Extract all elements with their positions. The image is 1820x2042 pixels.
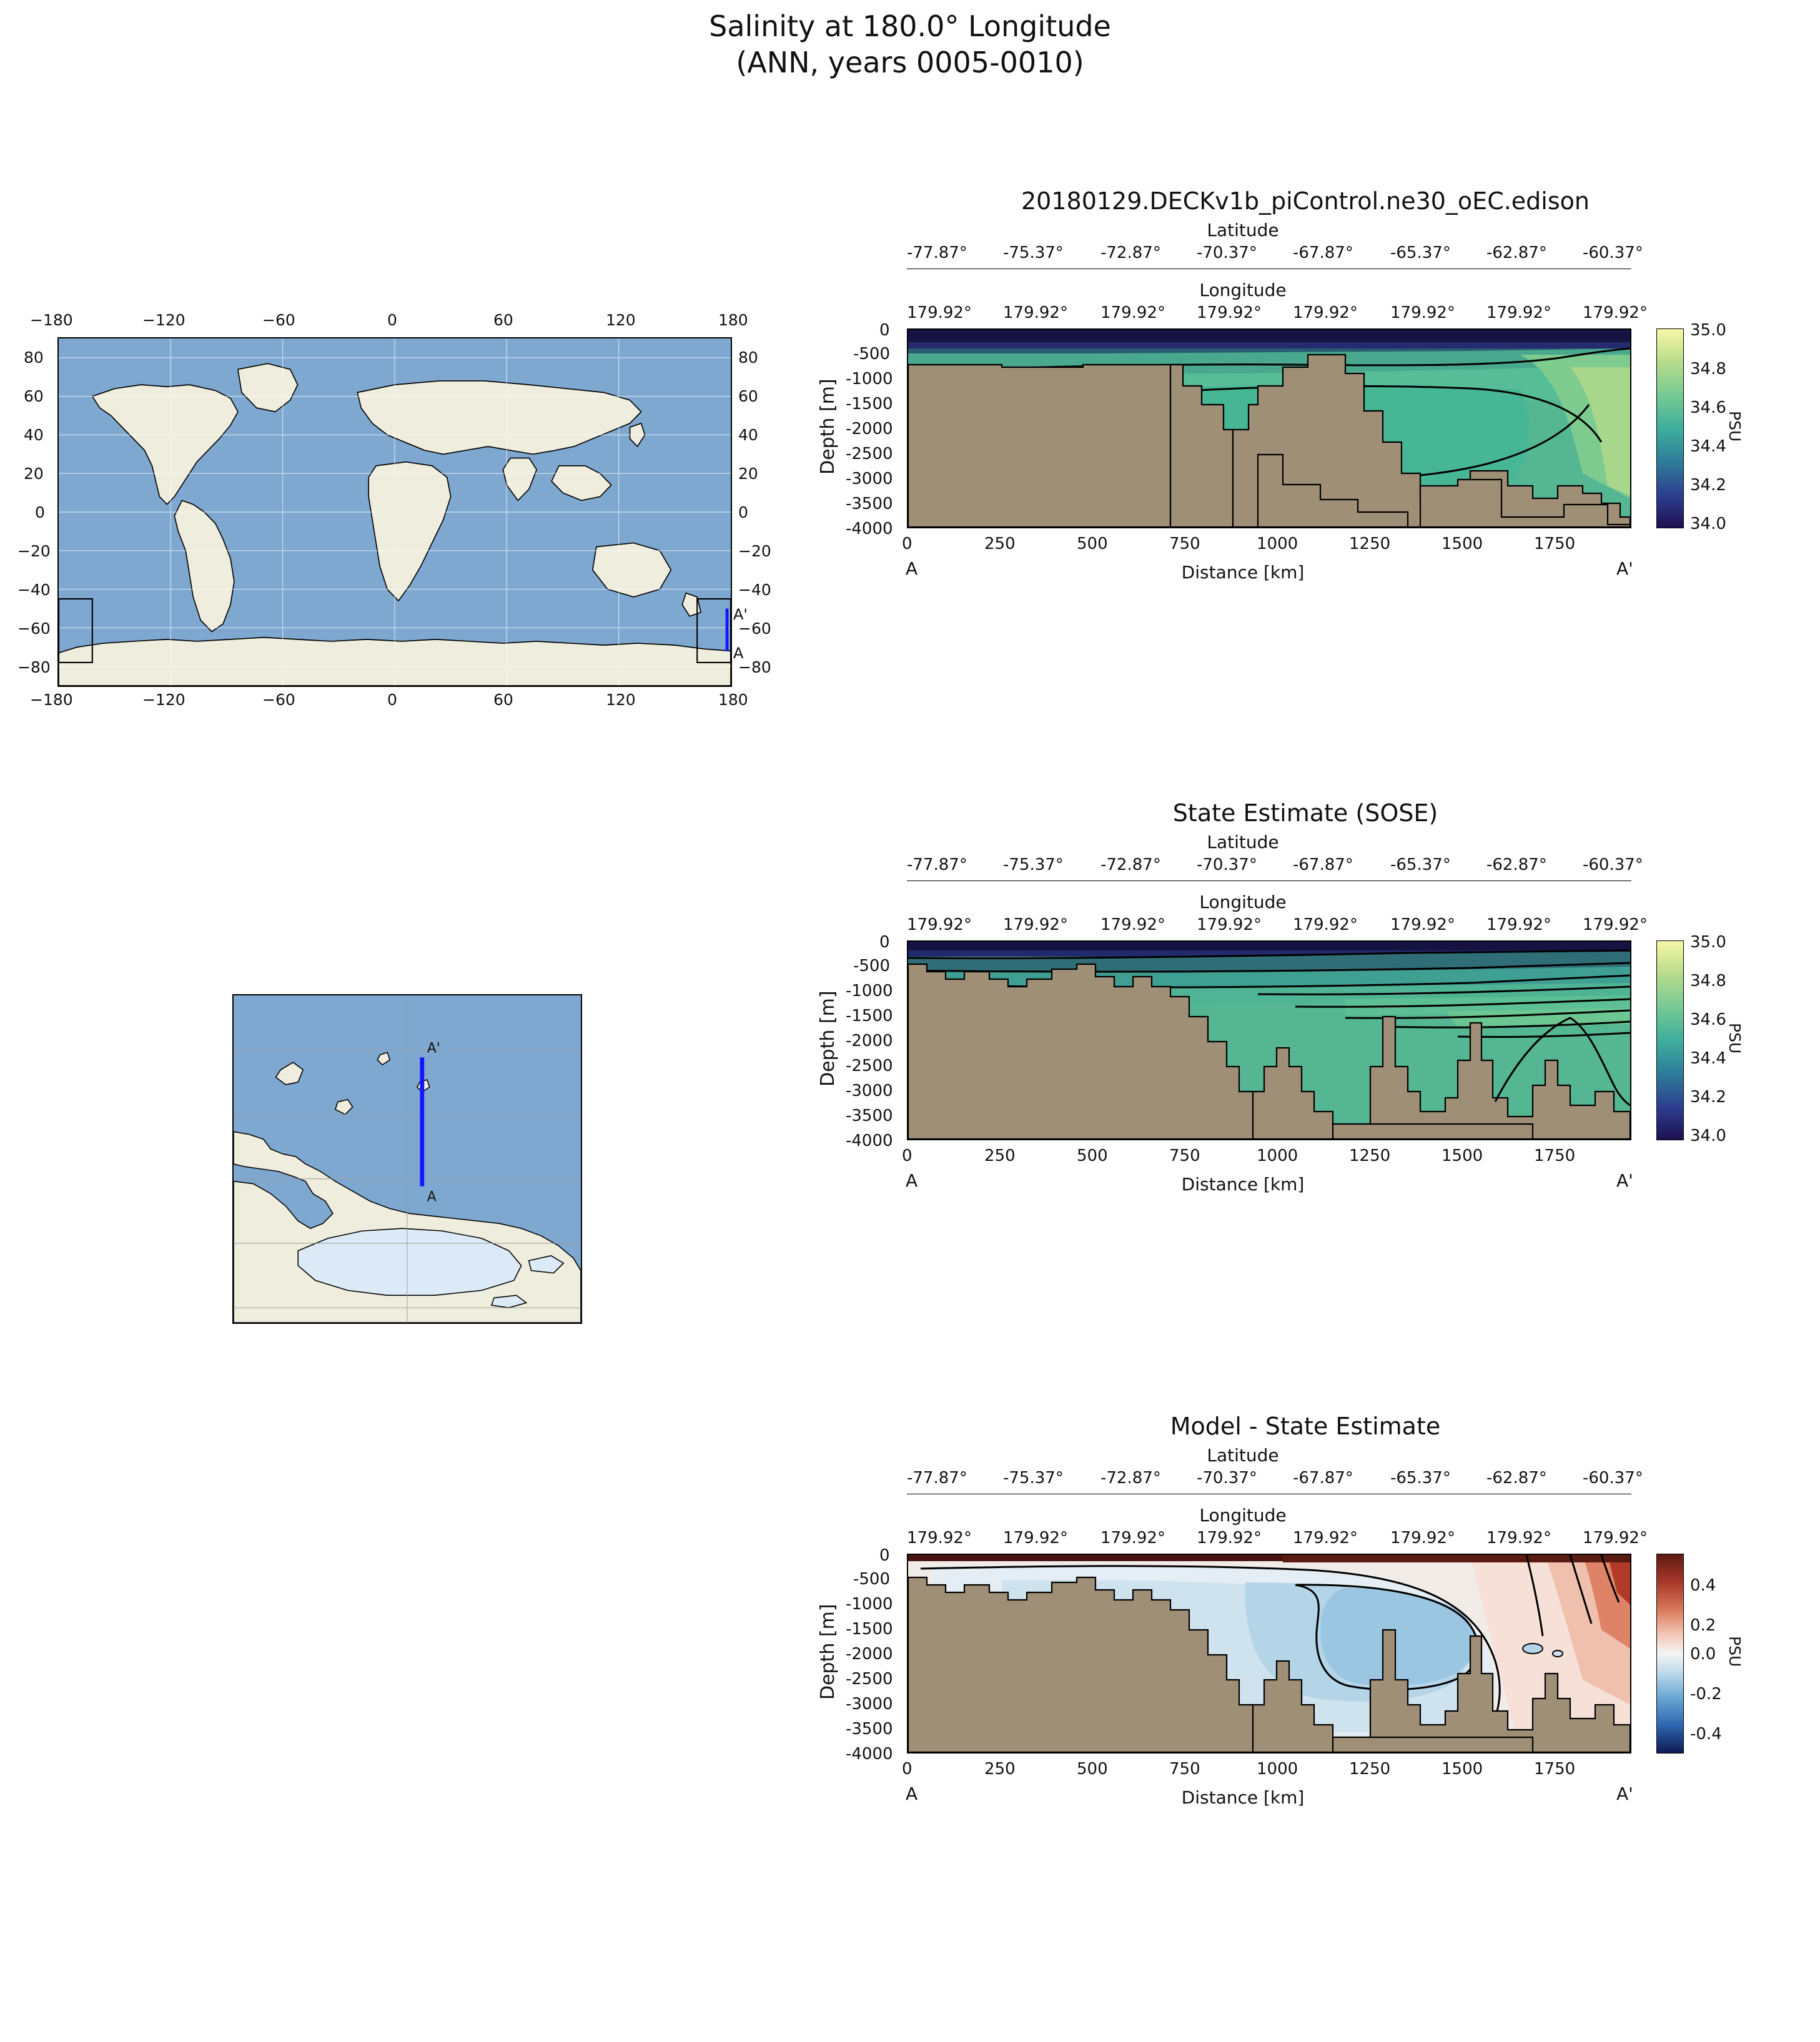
latitude-tick-row (907, 1469, 1643, 1487)
section-contour-canvas (908, 942, 1630, 1139)
latitude-tick: -62.87° (1486, 244, 1547, 262)
latitude-tick: -62.87° (1486, 1469, 1547, 1487)
latitude-tick: -67.87° (1293, 244, 1353, 262)
longitude-tick: 179.92° (1100, 915, 1165, 934)
colorbar-tick: 34.2 (1690, 1088, 1726, 1107)
distance-tick: 750 (1169, 535, 1200, 553)
depth-tick: -1500 (846, 395, 893, 413)
colorbar-title: PSU (1726, 1636, 1744, 1667)
depth-tick: -2000 (846, 420, 893, 438)
global-map-ytick-left: −80 (17, 658, 51, 676)
distance-tick: 1000 (1257, 1760, 1298, 1778)
depth-tick: 0 (879, 321, 890, 340)
colorbar-tick: 34.6 (1690, 398, 1726, 417)
global-map-ytick-right: 80 (738, 348, 758, 367)
figure-title-line2: (ANN, years 0005-0010) (736, 45, 1084, 79)
depth-tick: -4000 (846, 1745, 893, 1763)
longitude-tick-row (907, 303, 1648, 322)
global-map-xtick-top: 180 (718, 311, 748, 329)
global-map-ytick-left: 80 (24, 348, 44, 367)
depth-tick: -500 (853, 345, 891, 363)
distance-tick: 250 (984, 1760, 1016, 1778)
depth-tick: -500 (853, 1570, 891, 1589)
longitude-tick-row (907, 1529, 1648, 1547)
global-map-xtick-bottom: 0 (387, 691, 397, 709)
distance-tick: 1750 (1534, 535, 1576, 553)
latitude-tick: -62.87° (1486, 856, 1547, 874)
latitude-tick: -70.37° (1197, 1469, 1257, 1487)
section-contour-canvas (908, 330, 1630, 527)
global-map-xtick-bottom: −180 (30, 691, 73, 709)
distance-tick: 750 (1169, 1760, 1200, 1778)
endpoint-label-a: A (906, 558, 918, 579)
distance-tick: 0 (902, 1760, 912, 1778)
global-map-xtick-top: −60 (262, 311, 295, 329)
colorbar-tick: 34.2 (1690, 476, 1726, 495)
longitude-tick: 179.92° (1583, 1529, 1648, 1547)
longitude-tick: 179.92° (1197, 915, 1262, 934)
longitude-axis-label: Longitude (1199, 892, 1287, 912)
panel-title: 20180129.DECKv1b_piControl.ne30_oEC.edison (1021, 187, 1590, 215)
longitude-tick: 179.92° (1486, 1529, 1551, 1547)
global-map-ytick-left: 0 (35, 503, 45, 521)
distance-tick: 1000 (1257, 535, 1298, 553)
latitude-tick: -72.87° (1100, 856, 1161, 874)
depth-axis-label: Depth [m] (817, 1604, 839, 1700)
latitude-tick: -72.87° (1100, 244, 1161, 262)
longitude-tick: 179.92° (1293, 1529, 1358, 1547)
colorbar-tick: 35.0 (1690, 933, 1726, 952)
global-map-xtick-top: 0 (387, 311, 397, 329)
global-map-ytick-right: 0 (738, 503, 748, 521)
depth-tick: -1500 (846, 1007, 893, 1025)
colorbar-tick: 34.8 (1690, 972, 1726, 990)
model-salinity-section[interactable] (817, 187, 1749, 749)
colorbar-tick: 34.0 (1690, 515, 1726, 533)
distance-tick: 1250 (1349, 535, 1391, 553)
transect-label-a: A (733, 644, 744, 662)
distance-tick: 0 (902, 1147, 912, 1165)
longitude-tick: 179.92° (1197, 303, 1262, 322)
distance-tick: 500 (1077, 1760, 1108, 1778)
distance-tick: 1750 (1534, 1147, 1576, 1165)
global-map-ytick-left: 60 (24, 387, 44, 405)
latitude-tick: -70.37° (1197, 244, 1257, 262)
colorbar-tick: 34.6 (1690, 1010, 1726, 1029)
colorbar-tick: 34.8 (1690, 360, 1726, 378)
colorbar-tick: 34.4 (1690, 1049, 1726, 1068)
global-map-ytick-left: 20 (24, 465, 44, 483)
distance-tick: 500 (1077, 535, 1108, 553)
global-map-xtick-top: 60 (493, 311, 513, 329)
longitude-axis-label: Longitude (1199, 280, 1287, 300)
latitude-tick: -77.87° (907, 1469, 967, 1487)
colorbar-tick: -0.4 (1690, 1725, 1722, 1744)
latitude-tick: -75.37° (1003, 1469, 1064, 1487)
global-map-xtick-top: 120 (606, 311, 636, 329)
colorbar-tick: 0.4 (1690, 1576, 1716, 1595)
global-map-ytick-left: 40 (24, 426, 44, 444)
depth-tick: -500 (853, 957, 891, 975)
colorbar (1656, 328, 1684, 528)
distance-tick: 1000 (1257, 1147, 1298, 1165)
latitude-tick: -75.37° (1003, 856, 1064, 874)
depth-tick: -1000 (846, 1595, 893, 1614)
colorbar-tick: 34.0 (1690, 1127, 1726, 1145)
section-contour-canvas (908, 1555, 1630, 1752)
global-map-ytick-left: −40 (17, 581, 51, 599)
colorbar-tick: 35.0 (1690, 321, 1726, 340)
longitude-axis-label: Longitude (1199, 1505, 1287, 1526)
latitude-axis-label: Latitude (1207, 1445, 1279, 1466)
latitude-tick: -60.37° (1583, 1469, 1643, 1487)
latitude-tick: -67.87° (1293, 1469, 1353, 1487)
depth-tick: -2500 (846, 1057, 893, 1075)
depth-tick: -2500 (846, 1670, 893, 1689)
global-map-xtick-bottom: −120 (142, 691, 185, 709)
latitude-tick: -77.87° (907, 856, 967, 874)
depth-tick: -1500 (846, 1620, 893, 1639)
distance-axis-label: Distance [km] (1181, 562, 1305, 583)
section-plot-area[interactable] (907, 1554, 1631, 1753)
section-plot-area[interactable] (907, 940, 1631, 1140)
latitude-tick: -67.87° (1293, 856, 1353, 874)
latitude-tick: -60.37° (1583, 244, 1643, 262)
longitude-tick-row (907, 915, 1648, 934)
depth-tick: 0 (879, 1546, 890, 1565)
depth-axis-label: Depth [m] (817, 990, 839, 1087)
inset-map-canvas (234, 995, 581, 1323)
latitude-axis-label: Latitude (1207, 832, 1279, 852)
latitude-tick: -65.37° (1390, 1469, 1451, 1487)
global-map-ytick-left: −20 (17, 542, 51, 560)
global-map-xtick-bottom: 180 (718, 691, 748, 709)
figure-title-line1: Salinity at 180.0° Longitude (709, 9, 1111, 43)
distance-tick: 250 (984, 535, 1016, 553)
svg-text:A: A (427, 1189, 437, 1205)
distance-tick: 1250 (1349, 1147, 1391, 1165)
longitude-tick: 179.92° (1486, 915, 1551, 934)
global-map-ytick-right: −80 (738, 658, 771, 676)
endpoint-label-a: A (906, 1783, 918, 1804)
latitude-tick: -72.87° (1100, 1469, 1161, 1487)
depth-tick: -1000 (846, 370, 893, 388)
depth-tick: -2000 (846, 1032, 893, 1050)
global-map-frame (57, 337, 732, 687)
distance-tick: 1250 (1349, 1760, 1391, 1778)
latitude-tick-row (907, 856, 1643, 874)
distance-tick: 1750 (1534, 1760, 1576, 1778)
global-map-ytick-right: −20 (738, 542, 771, 560)
endpoint-label-a-prime: A' (1616, 1170, 1633, 1191)
colorbar-tick: 0.0 (1690, 1645, 1716, 1664)
panel-title: State Estimate (SOSE) (1172, 799, 1438, 827)
global-map-xtick-bottom: 60 (493, 691, 513, 709)
colorbar-title: PSU (1726, 411, 1744, 442)
colorbar-tick: 34.4 (1690, 437, 1726, 456)
longitude-tick: 179.92° (1390, 915, 1455, 934)
longitude-tick: 179.92° (1003, 915, 1068, 934)
depth-tick: 0 (879, 933, 890, 952)
distance-tick: 250 (984, 1147, 1016, 1165)
depth-tick: -3500 (846, 1107, 893, 1125)
global-map-ytick-right: −60 (738, 619, 771, 638)
longitude-tick: 179.92° (1583, 915, 1648, 934)
endpoint-label-a-prime: A' (1616, 1783, 1633, 1804)
distance-axis-label: Distance [km] (1181, 1787, 1305, 1808)
global-map-canvas (59, 338, 731, 686)
longitude-tick: 179.92° (907, 1529, 972, 1547)
global-map-ytick-right: 20 (738, 465, 758, 483)
latitude-axis-label: Latitude (1207, 220, 1279, 240)
latitude-tick: -75.37° (1003, 244, 1064, 262)
distance-tick: 500 (1077, 1147, 1108, 1165)
transect-label-a-prime: A' (733, 606, 748, 623)
distance-tick: 1500 (1442, 1147, 1483, 1165)
depth-tick: -1000 (846, 982, 893, 1000)
latitude-axis-line (907, 880, 1631, 881)
longitude-tick: 179.92° (1100, 303, 1165, 322)
longitude-tick: 179.92° (907, 915, 972, 934)
sose-salinity-section[interactable] (817, 799, 1749, 1361)
endpoint-label-a: A (906, 1170, 918, 1191)
difference-salinity-section[interactable] (817, 1413, 1749, 1975)
colorbar-tick: -0.2 (1690, 1685, 1722, 1704)
distance-tick: 0 (902, 535, 912, 553)
distance-tick: 1500 (1442, 1760, 1483, 1778)
latitude-tick-row (907, 244, 1643, 262)
colorbar-title: PSU (1726, 1023, 1744, 1054)
global-map-xtick-top: −120 (142, 311, 185, 329)
depth-tick: -4000 (846, 520, 893, 538)
latitude-tick: -60.37° (1583, 856, 1643, 874)
global-map-ytick-right: −40 (738, 581, 771, 599)
longitude-tick: 179.92° (1293, 915, 1358, 934)
global-reference-map[interactable] (17, 311, 771, 709)
colorbar (1656, 940, 1684, 1140)
depth-tick: -3500 (846, 495, 893, 513)
colorbar (1656, 1554, 1684, 1753)
latitude-tick: -65.37° (1390, 856, 1451, 874)
depth-tick: -3000 (846, 470, 893, 488)
global-map-ytick-right: 40 (738, 426, 758, 444)
depth-tick: -2500 (846, 445, 893, 463)
depth-tick: -4000 (846, 1132, 893, 1150)
global-map-xtick-bottom: 120 (606, 691, 636, 709)
depth-tick: -3000 (846, 1082, 893, 1100)
longitude-tick: 179.92° (1486, 303, 1551, 322)
longitude-tick: 179.92° (1003, 1529, 1068, 1547)
panel-title: Model - State Estimate (1170, 1413, 1441, 1440)
longitude-tick: 179.92° (1583, 303, 1648, 322)
inset-map-frame (232, 994, 582, 1324)
svg-text:A': A' (427, 1040, 440, 1057)
distance-axis-label: Distance [km] (1181, 1174, 1305, 1195)
distance-tick: 1500 (1442, 535, 1483, 553)
depth-axis-label: Depth [m] (817, 378, 839, 475)
transect-inset-map[interactable] (232, 994, 582, 1324)
longitude-tick: 179.92° (1100, 1529, 1165, 1547)
global-map-xtick-bottom: −60 (262, 691, 295, 709)
global-map-xtick-top: −180 (30, 311, 73, 329)
global-map-ytick-left: −60 (17, 619, 51, 638)
latitude-tick: -65.37° (1390, 244, 1451, 262)
longitude-tick: 179.92° (1390, 303, 1455, 322)
distance-tick: 750 (1169, 1147, 1200, 1165)
depth-tick: -2000 (846, 1645, 893, 1664)
endpoint-label-a-prime: A' (1616, 558, 1633, 579)
longitude-tick: 179.92° (1003, 303, 1068, 322)
longitude-tick: 179.92° (1197, 1529, 1262, 1547)
global-map-ytick-right: 60 (738, 387, 758, 405)
figure-title (0, 9, 1820, 81)
section-plot-area[interactable] (907, 328, 1631, 528)
longitude-tick: 179.92° (1293, 303, 1358, 322)
longitude-tick: 179.92° (1390, 1529, 1455, 1547)
colorbar-tick: 0.2 (1690, 1616, 1716, 1635)
longitude-tick: 179.92° (907, 303, 972, 322)
latitude-tick: -70.37° (1197, 856, 1257, 874)
depth-tick: -3500 (846, 1720, 893, 1739)
latitude-tick: -77.87° (907, 244, 967, 262)
depth-tick: -3000 (846, 1695, 893, 1714)
